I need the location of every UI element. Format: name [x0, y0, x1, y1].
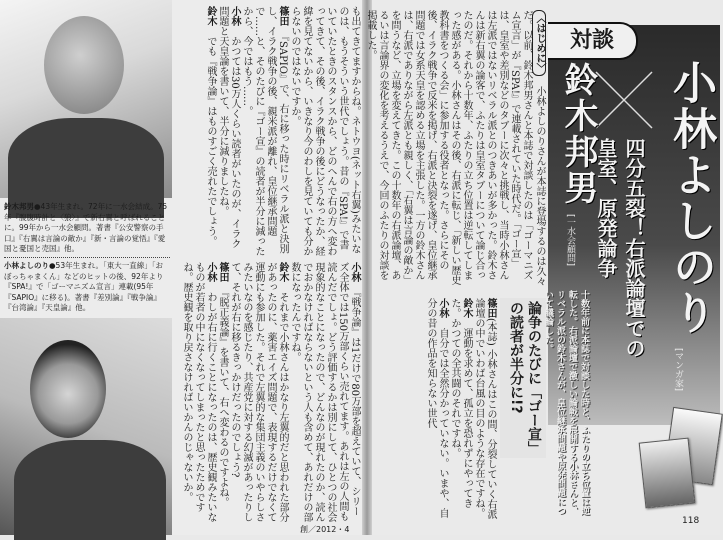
- guest1-name: 小林よしのり: [665, 60, 716, 336]
- column-text: 篠田(本誌) 小林さんはこの間、分裂していく右派論壇の中でいわば台風の目のような存在ですね。: [473, 298, 496, 519]
- column-text: 小林 『戦争論』は1だけで80万部を超えていて、シリーズ全体では150万部くらい売れてます。あれは左の人間も読んだでしょ。どう評価するかは別にして、ひとつの社会現象的なことになったので、どんなのが現れたのか、読んでおかなければならないという人も含めて、あれだけの部数になったんですね。: [289, 262, 360, 522]
- text-block-top: [176, 6, 360, 258]
- column-text: 篠田 『脱正義論』を書いて、右へ変わるのですよね。: [217, 262, 228, 507]
- column-text: 鈴木 それまで小林さんはかなり左翼的だと思われた部分があったのに、薬害エイズ問題で、表現するだけでなくて運動にも参加した。それで左翼的な集団主義のいやらしさみたいなのを感じたり、共産党に対する幻滅があったりして、それが右に移るきっかけだったのでしょう?: [229, 262, 288, 522]
- cross-icon: [594, 70, 654, 130]
- bio-text: 53年生まれ。「東大一直線」「おぼっちゃまくん」などのヒットの後、92年より『SPA!』で「ゴーマニズム宣言」連載(95年『SAPIO』に移る)。著書『差別論』『戦争論』『台湾論』『天皇論』他。: [4, 261, 164, 312]
- photo-kobayashi: [0, 318, 172, 535]
- intro-block: [365, 10, 546, 288]
- column-text: も出てきてますからね。ネトウヨ(ネット右翼)みたいなのは、もうそういう世代でしょう。昔の『SPA!』で書いていたときのスタンスから、どのへんで右の方へ変わってきて、その後、イラク戦争の後にどうなったか、経緯を見てないから、いきなり今のわしを見ていても分からないのではないですか。: [289, 6, 360, 256]
- folio: 創／2012・4: [300, 525, 350, 534]
- bio-name: 鈴木邦男●: [4, 202, 41, 211]
- headline-1: 四分五裂！右派論壇での: [622, 138, 646, 358]
- column-text: 篠田 『SAPIO』で、右に移った時にリベラル派と決別し、イラク戦争の後、親米派が離れ、皇位継承問題で……と、そのたびに『ゴー宣』の読者が半分に減ったから、今ではもう……。: [241, 6, 288, 256]
- text-block-bottom: [176, 262, 360, 524]
- divider: [4, 257, 170, 258]
- dialogue-block: [392, 298, 496, 524]
- guest2-name: 鈴木邦男: [558, 62, 598, 206]
- column-text: 小林 自分では全然分かっていない。いまや、自分の昔の作品を知らない世代: [425, 298, 448, 518]
- page-number: 118: [682, 516, 700, 526]
- column-text: 鈴木 運動を求めて、孤立を恐れずにやってきた。かつての全共闘のそれですね。: [449, 298, 472, 508]
- badge-taidan: 対談: [548, 22, 638, 60]
- guest2-role: [一水会顧問]: [565, 214, 575, 267]
- bio-kobayashi: [4, 261, 170, 314]
- photo-body: [14, 440, 166, 540]
- column-text: 鈴木 でも『戦争論』はものすごく売れたでしょう。: [205, 6, 216, 246]
- bio-text: 43年生まれ。72年に一水会結成。75年『腹腹時計と〈狼〉』で新右翼と呼ばれることに。99年から一水会顧問。著書『公安警察の手口』『右翼は言論の敵か』『新・言論の覚悟』『愛国と憂国と売国』他。: [4, 202, 168, 253]
- photo-head: [30, 340, 106, 438]
- right-page: [365, 0, 720, 535]
- intro-label: 〈はじめに〉: [532, 10, 546, 76]
- intro-text: 〈はじめに〉 小林よしのりさんが本誌に登場するのは久々だ。以前、鈴木邦男さんと本誌で対談したのは「ゴーマニズム宣言」が『SPA!』で連載されていた時代だ。「ゴー宣」は、皇室や差別などのタブーに次々と挑戦し、当時小林さんは左派ではないリベラル派とのつきあいが多かった。鈴木さんは新右翼の論客で、ふたりは皇室タブーについて論じ合ったのだ。それから十数年、ふたりの立ち位置は逆転してしまった感がある。小林さんはその後、右派に転じ、「新しい歴史教科書をつくる会」に参加する役者となった。さらにその後、イラク戦争で反米を掲げ、右派と決裂を遂げ、皇位継承問題では女系天皇を認める立場を主張した。一方の鈴木さんは、右派でありながら左派とも親しく、「右翼は言論の敵か」を問うなど、立場を変えてきた。この十数年の右派論壇、あるいは言論界の変化を考えるうえで、今回のふたりの対談を掲載した。: [365, 10, 545, 286]
- intro-continued: その後、右派に転じ、「新しい歴史教科書をつくる会」に参加する役者となった。さらにその後、イラク戦争で反米を掲げ、右派と決裂を遂げ、皇位継承問題では女系天皇を認める立場を主張した。一方の鈴木さんは、右派でありながら左派とも親しく、「右翼は言論の敵か」を問うなど、立場を変えてきた。この十数年の右派論壇、あるいは言論界の変化を考えるうえで、今回のふたりの対談を掲載した。: [365, 10, 460, 285]
- column-text: 小林 かつては30万人くらい読者がいたのが、イラク問題と天皇論を書いて、半分に減りましたね。: [217, 6, 240, 249]
- subhead: 論争のたびに「ゴー宣」の読者が半分に!?: [500, 298, 546, 458]
- guest1-role: [マンガ家]: [673, 348, 683, 392]
- column-text: 小林 わしが右に行くことになったのは、歴史観みたいなものが若者の中になくなってしまったと思ったためですね。歴史観を取り戻さなければいかんのじゃないか。: [181, 262, 216, 522]
- photo-head: [44, 16, 124, 114]
- photo-suzuki: [0, 0, 172, 198]
- bio-name: 小林よしのり●: [4, 261, 56, 270]
- headline-2: 皇室、原発論争: [594, 138, 618, 278]
- lead-text: 十数年前に本誌で対談した時と、ふたりの立ち位置は逆転した。右派論壇で激しい論戦を展開する小林さんと、リベラル派の鈴木さんが、皇位継承問題や原発問題について議論した。: [543, 290, 589, 515]
- book-cover: [639, 438, 696, 509]
- book-covers: [638, 410, 720, 510]
- bio-suzuki: [4, 202, 170, 255]
